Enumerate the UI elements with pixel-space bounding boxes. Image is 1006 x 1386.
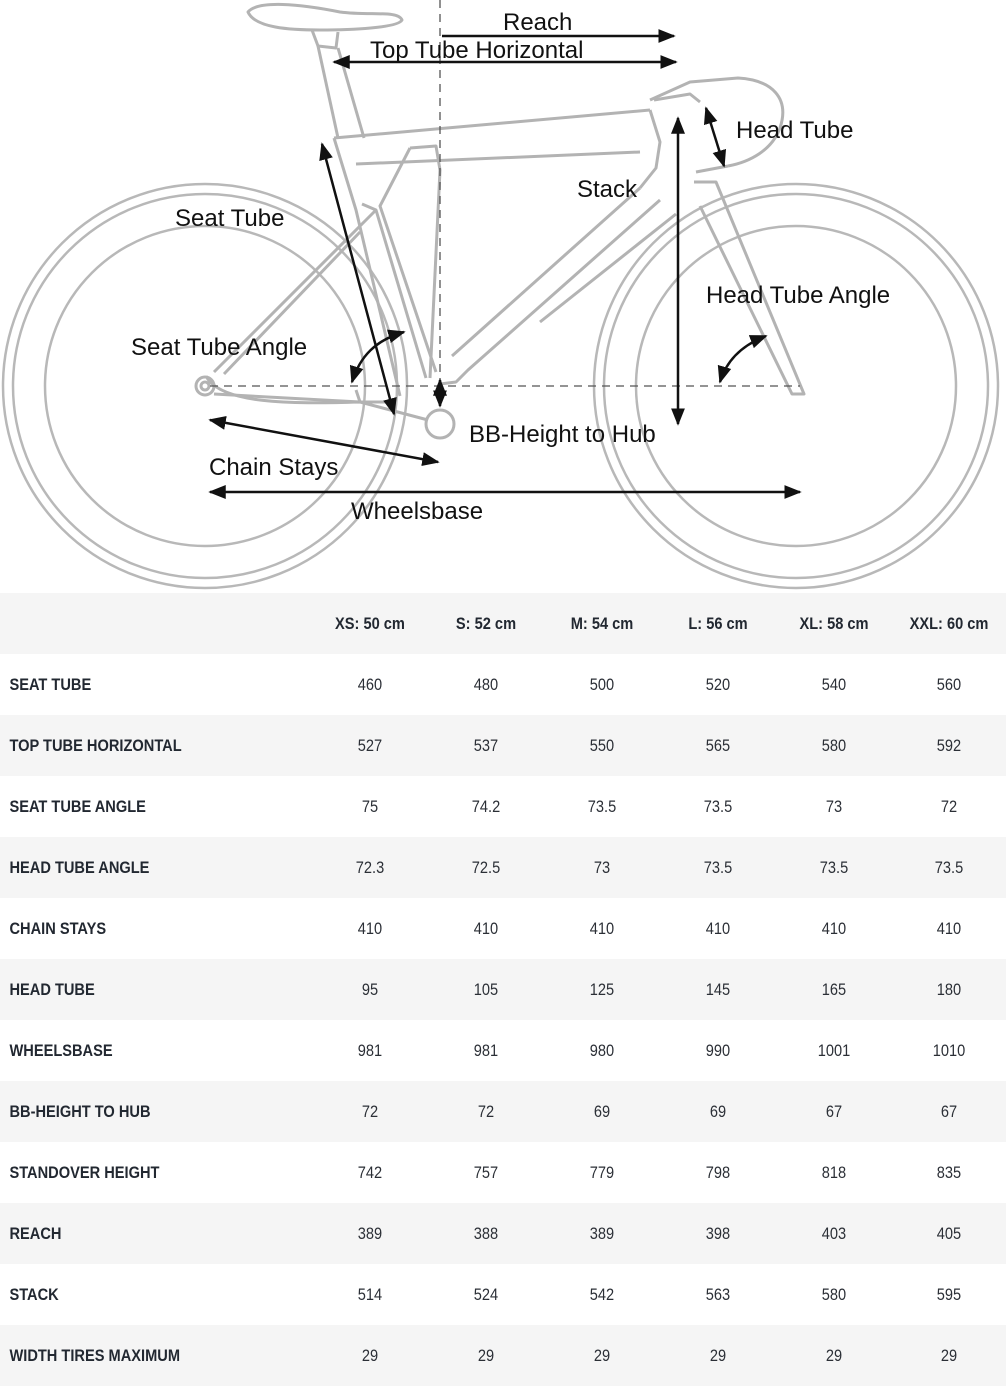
geometry-table bbox=[0, 593, 1006, 1386]
table-cell: 73.5 bbox=[703, 796, 733, 816]
table-cell: 74.2 bbox=[471, 796, 501, 816]
table-cell: 550 bbox=[589, 735, 615, 755]
head-tube-angle-arrow bbox=[720, 336, 766, 382]
table-row bbox=[0, 1142, 1006, 1203]
row-label: WHEELSBASE bbox=[9, 1040, 113, 1060]
table-header bbox=[0, 593, 1006, 654]
table-cell: 1010 bbox=[932, 1040, 966, 1060]
bike-geometry-diagram bbox=[0, 0, 1006, 592]
bike-frame bbox=[196, 4, 804, 438]
table-cell: 73 bbox=[593, 857, 611, 877]
header-corner bbox=[22, 593, 290, 654]
header-size-m: M: 54 cm bbox=[570, 613, 634, 633]
row-label: REACH bbox=[9, 1223, 62, 1243]
table-cell: 592 bbox=[936, 735, 962, 755]
table-cell: 480 bbox=[473, 674, 499, 694]
table-row bbox=[0, 715, 1006, 776]
table-cell: 72.3 bbox=[355, 857, 385, 877]
table-cell: 410 bbox=[821, 918, 847, 938]
table-cell: 72 bbox=[361, 1101, 379, 1121]
table-cell: 73.5 bbox=[819, 857, 849, 877]
table-cell: 835 bbox=[936, 1162, 962, 1182]
table-cell: 398 bbox=[705, 1223, 731, 1243]
table-cell: 595 bbox=[936, 1284, 962, 1304]
label-bb-height-to-hub: BB-Height to Hub bbox=[469, 421, 656, 448]
table-cell: 405 bbox=[936, 1223, 962, 1243]
table-cell: 125 bbox=[589, 979, 615, 999]
table-cell: 980 bbox=[589, 1040, 615, 1060]
table-row bbox=[0, 1203, 1006, 1264]
table-cell: 180 bbox=[936, 979, 962, 999]
header-size-xl: XL: 58 cm bbox=[799, 613, 869, 633]
table-cell: 540 bbox=[821, 674, 847, 694]
table-cell: 560 bbox=[936, 674, 962, 694]
table-cell: 742 bbox=[357, 1162, 383, 1182]
table-cell: 410 bbox=[357, 918, 383, 938]
table-cell: 580 bbox=[821, 735, 847, 755]
table-cell: 818 bbox=[821, 1162, 847, 1182]
table-cell: 105 bbox=[473, 979, 499, 999]
table-row bbox=[0, 1264, 1006, 1325]
table-cell: 73.5 bbox=[934, 857, 964, 877]
table-cell: 75 bbox=[361, 796, 379, 816]
table-row bbox=[0, 1081, 1006, 1142]
table-cell: 29 bbox=[709, 1345, 727, 1365]
table-cell: 981 bbox=[473, 1040, 499, 1060]
row-label: HEAD TUBE ANGLE bbox=[9, 857, 150, 877]
row-label: STANDOVER HEIGHT bbox=[9, 1162, 160, 1182]
table-cell: 524 bbox=[473, 1284, 499, 1304]
header-size-s: S: 52 cm bbox=[455, 613, 517, 633]
table-cell: 69 bbox=[593, 1101, 611, 1121]
label-stack: Stack bbox=[577, 176, 638, 203]
front-wheel bbox=[594, 184, 998, 588]
label-seat-tube-angle: Seat Tube Angle bbox=[131, 334, 308, 361]
table-cell: 1001 bbox=[817, 1040, 851, 1060]
label-head-tube-angle: Head Tube Angle bbox=[706, 282, 891, 309]
table-cell: 95 bbox=[361, 979, 379, 999]
table-cell: 537 bbox=[473, 735, 499, 755]
table-cell: 388 bbox=[473, 1223, 499, 1243]
row-label: TOP TUBE HORIZONTAL bbox=[9, 735, 182, 755]
seat-tube-arrow bbox=[322, 144, 394, 414]
table-cell: 73.5 bbox=[587, 796, 617, 816]
table-cell: 403 bbox=[821, 1223, 847, 1243]
table-cell: 580 bbox=[821, 1284, 847, 1304]
table-cell: 565 bbox=[705, 735, 731, 755]
table-cell: 67 bbox=[825, 1101, 843, 1121]
table-row bbox=[0, 898, 1006, 959]
table-cell: 29 bbox=[361, 1345, 379, 1365]
table-cell: 981 bbox=[357, 1040, 383, 1060]
head-tube-arrow bbox=[706, 108, 724, 166]
label-seat-tube: Seat Tube bbox=[175, 205, 285, 232]
table-cell: 73 bbox=[825, 796, 843, 816]
table-cell: 410 bbox=[705, 918, 731, 938]
table-cell: 527 bbox=[357, 735, 383, 755]
row-label: STACK bbox=[9, 1284, 59, 1304]
table-cell: 410 bbox=[473, 918, 499, 938]
label-chain-stays: Chain Stays bbox=[209, 454, 339, 481]
table-cell: 69 bbox=[709, 1101, 727, 1121]
table-cell: 389 bbox=[589, 1223, 615, 1243]
table-cell: 410 bbox=[936, 918, 962, 938]
table-cell: 73.5 bbox=[703, 857, 733, 877]
label-head-tube: Head Tube bbox=[736, 117, 854, 144]
label-reach: Reach bbox=[503, 9, 573, 36]
table-row bbox=[0, 837, 1006, 898]
table-cell: 460 bbox=[357, 674, 383, 694]
label-top-tube-horizontal: Top Tube Horizontal bbox=[370, 37, 584, 64]
header-size-l: L: 56 cm bbox=[688, 613, 748, 633]
table-cell: 563 bbox=[705, 1284, 731, 1304]
table-cell: 798 bbox=[705, 1162, 731, 1182]
table-row bbox=[0, 776, 1006, 837]
table-cell: 72.5 bbox=[471, 857, 501, 877]
table-cell: 72 bbox=[477, 1101, 495, 1121]
table-cell: 72 bbox=[940, 796, 958, 816]
table-cell: 29 bbox=[940, 1345, 958, 1365]
table-cell: 520 bbox=[705, 674, 731, 694]
header-size-xxl: XXL: 60 cm bbox=[909, 613, 989, 633]
row-label: WIDTH TIRES MAXIMUM bbox=[9, 1345, 181, 1365]
table-row bbox=[0, 959, 1006, 1020]
table-cell: 500 bbox=[589, 674, 615, 694]
row-label: SEAT TUBE ANGLE bbox=[9, 796, 146, 816]
table-cell: 757 bbox=[473, 1162, 499, 1182]
table-cell: 29 bbox=[825, 1345, 843, 1365]
row-label: CHAIN STAYS bbox=[9, 918, 107, 938]
header-row bbox=[0, 593, 1006, 654]
table-cell: 165 bbox=[821, 979, 847, 999]
table-cell: 29 bbox=[593, 1345, 611, 1365]
table-cell: 29 bbox=[477, 1345, 495, 1365]
table-cell: 410 bbox=[589, 918, 615, 938]
table-cell: 514 bbox=[357, 1284, 383, 1304]
table-cell: 67 bbox=[940, 1101, 958, 1121]
table-body bbox=[0, 654, 1006, 1386]
row-label: BB-HEIGHT TO HUB bbox=[9, 1101, 151, 1121]
header-size-xs: XS: 50 cm bbox=[335, 613, 405, 633]
label-wheelsbase: Wheelsbase bbox=[351, 498, 484, 525]
table-cell: 145 bbox=[705, 979, 731, 999]
row-label: SEAT TUBE bbox=[9, 674, 92, 694]
table-cell: 990 bbox=[705, 1040, 731, 1060]
row-label: HEAD TUBE bbox=[9, 979, 95, 999]
table-cell: 542 bbox=[589, 1284, 615, 1304]
table-row bbox=[0, 1020, 1006, 1081]
table-row bbox=[0, 654, 1006, 715]
table-row bbox=[0, 1325, 1006, 1386]
table-cell: 389 bbox=[357, 1223, 383, 1243]
table-cell: 779 bbox=[589, 1162, 615, 1182]
